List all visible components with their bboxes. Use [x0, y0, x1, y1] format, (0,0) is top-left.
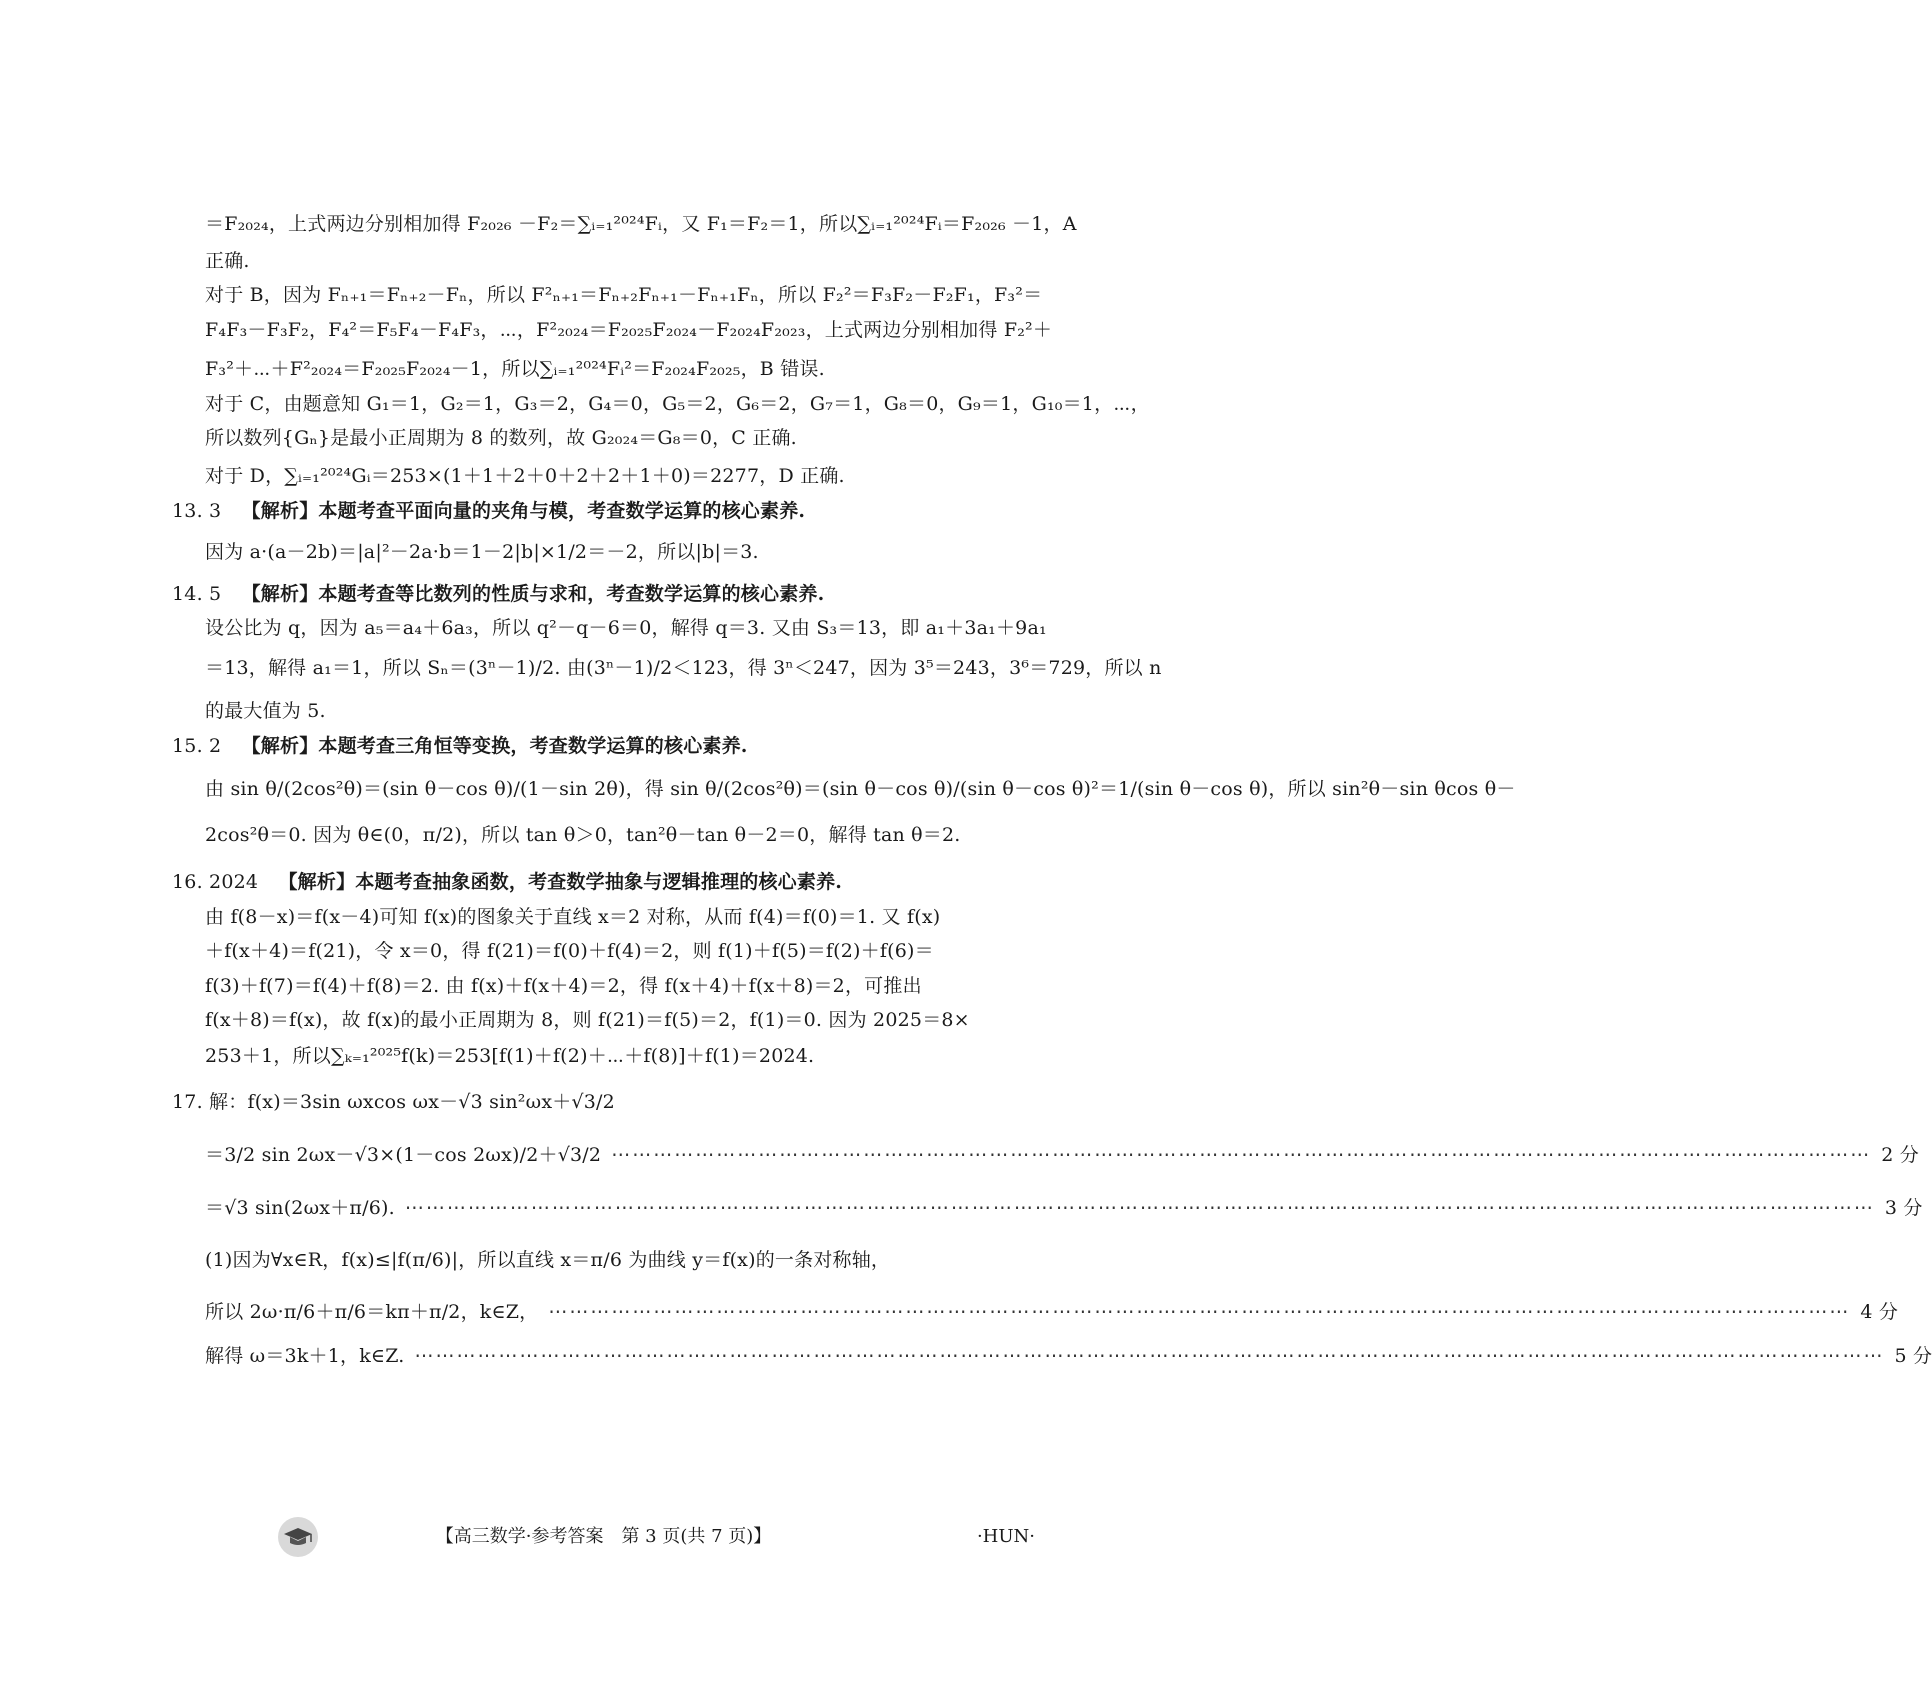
score-points: 2 分	[1881, 1144, 1919, 1166]
step-formula: 解得 ω＝3k＋1，k∈Z.	[205, 1345, 405, 1367]
page-footer	[172, 1517, 1035, 1557]
text-line: 设公比为 q，因为 a₅＝a₄＋6a₃，所以 q²－q－6＝0，解得 q＝3. 又由 S₃＝13，即 a₁＋3a₁＋9a₁	[205, 617, 1047, 639]
analysis-tag: 【解析】本题考查等比数列的性质与求和，考查数学运算的核心素养.	[241, 583, 825, 605]
score-points: 5 分	[1894, 1345, 1932, 1367]
leader-dots: ⋯⋯⋯⋯⋯⋯⋯⋯⋯⋯⋯⋯⋯⋯⋯⋯⋯⋯⋯⋯⋯⋯⋯⋯⋯⋯⋯⋯⋯⋯⋯⋯⋯⋯⋯⋯⋯⋯⋯⋯⋯⋯⋯⋯⋯⋯⋯⋯⋯⋯⋯⋯⋯⋯⋯⋯⋯⋯⋯⋯⋯⋯⋯⋯⋯⋯⋯⋯⋯⋯	[414, 1345, 1885, 1367]
score-step	[205, 1298, 1899, 1326]
score-step	[205, 1141, 1919, 1169]
question-14-header	[172, 580, 1002, 608]
analysis-tag: 【解析】本题考查抽象函数，考查数学抽象与逻辑推理的核心素养.	[278, 871, 843, 893]
question-17-header: 17. 解：f(x)＝3sin ωxcos ωx－√3 sin²ωx＋√3/2	[172, 1091, 615, 1113]
text-line: 由 f(8－x)＝f(x－4)可知 f(x)的图象关于直线 x＝2 对称，从而 f(4)＝f(0)＝1. 又 f(x)	[205, 906, 941, 928]
analysis-tag: 【解析】本题考查平面向量的夹角与模，考查数学运算的核心素养.	[241, 500, 806, 522]
text-line: ＝13，解得 a₁＝1，所以 Sₙ＝(3ⁿ－1)/2. 由(3ⁿ－1)/2＜123，得 3ⁿ＜247，因为 3⁵＝243，3⁶＝729，所以 n	[205, 657, 1162, 679]
question-number: 16. 2024	[172, 871, 259, 893]
text-line: 2cos²θ＝0. 因为 θ∈(0，π/2)，所以 tan θ＞0，tan²θ－tan θ－2＝0，解得 tan θ＝2.	[205, 824, 961, 846]
text-line: 所以数列{Gₙ}是最小正周期为 8 的数列，故 G₂₀₂₄＝G₈＝0，C 正确.	[205, 427, 797, 449]
footer-code: ·HUN·	[976, 1526, 1035, 1547]
text-line: f(3)＋f(7)＝f(4)＋f(8)＝2. 由 f(x)＋f(x＋4)＝2，得 f(x＋4)＋f(x＋8)＝2，可推出	[205, 975, 922, 997]
analysis-tag: 【解析】本题考查三角恒等变换，考查数学运算的核心素养.	[241, 735, 748, 757]
question-number: 15. 2	[172, 735, 222, 757]
text-line: 对于 B，因为 Fₙ₊₁＝Fₙ₊₂－Fₙ，所以 F²ₙ₊₁＝Fₙ₊₂Fₙ₊₁－Fₙ₊₁Fₙ，所以 F₂²＝F₃F₂－F₂F₁，F₃²＝	[205, 284, 1043, 306]
text-line: F₄F₃－F₃F₂，F₄²＝F₅F₄－F₄F₃，⋯，F²₂₀₂₄＝F₂₀₂₅F₂₀₂₄－F₂₀₂₄F₂₀₂₃，上式两边分别相加得 F₂²＋	[205, 319, 1053, 341]
text-line: f(x＋8)＝f(x)，故 f(x)的最小正周期为 8，则 f(21)＝f(5)＝2，f(1)＝0. 因为 2025＝8×	[205, 1009, 970, 1031]
score-points: 4 分	[1860, 1301, 1899, 1323]
question-13-header	[172, 497, 1002, 525]
text-line: 的最大值为 5.	[205, 700, 326, 722]
footer-title: 【高三数学·参考答案 第 3 页(共 7 页)】	[435, 1526, 772, 1547]
part-1-statement: (1)因为∀x∈R，f(x)≤|f(π/6)|，所以直线 x＝π/6 为曲线 y＝f(x)的一条对称轴，	[205, 1249, 891, 1271]
score-points: 3 分	[1884, 1197, 1923, 1219]
leader-dots: ⋯⋯⋯⋯⋯⋯⋯⋯⋯⋯⋯⋯⋯⋯⋯⋯⋯⋯⋯⋯⋯⋯⋯⋯⋯⋯⋯⋯⋯⋯⋯⋯⋯⋯⋯⋯⋯⋯⋯⋯⋯⋯⋯⋯⋯⋯⋯⋯⋯⋯⋯⋯⋯⋯⋯⋯⋯⋯⋯⋯⋯⋯⋯⋯⋯⋯⋯⋯⋯⋯	[404, 1197, 1875, 1219]
text-line: 对于 C，由题意知 G₁＝1，G₂＝1，G₃＝2，G₄＝0，G₅＝2，G₆＝2，G₇＝1，G₈＝0，G₉＝1，G₁₀＝1，⋯，	[205, 393, 1150, 415]
text-line: 对于 D，∑ᵢ₌₁²⁰²⁴Gᵢ＝253×(1＋1＋2＋0＋2＋2＋1＋0)＝2277，D 正确.	[205, 465, 845, 487]
score-step	[205, 1194, 1923, 1222]
question-number: 14. 5	[172, 583, 222, 605]
step-formula: ＝√3 sin(2ωx＋π/6).	[205, 1197, 395, 1219]
text-line: 正确.	[205, 250, 250, 272]
step-formula: ＝3/2 sin 2ωx－√3×(1－cos 2ωx)/2＋√3/2	[205, 1144, 602, 1166]
text-line: ＝F₂₀₂₄，上式两边分别相加得 F₂₀₂₆ －F₂＝∑ᵢ₌₁²⁰²⁴Fᵢ，又 F₁＝F₂＝1，所以∑ᵢ₌₁²⁰²⁴Fᵢ＝F₂₀₂₆ －1，A	[205, 213, 1077, 235]
question-number: 13. 3	[172, 500, 222, 522]
text-line: 253＋1，所以∑ₖ₌₁²⁰²⁵f(k)＝253[f(1)＋f(2)＋⋯＋f(8)]＋f(1)＝2024.	[205, 1045, 815, 1067]
text-line: 由 sin θ/(2cos²θ)＝(sin θ－cos θ)/(1－sin 2θ)，得 sin θ/(2cos²θ)＝(sin θ－cos θ)/(sin θ－cos θ)²＝1/(sin θ－cos θ)，所以 sin²θ－sin θcos θ－	[205, 778, 1516, 800]
leader-dots: ⋯⋯⋯⋯⋯⋯⋯⋯⋯⋯⋯⋯⋯⋯⋯⋯⋯⋯⋯⋯⋯⋯⋯⋯⋯⋯⋯⋯⋯⋯⋯⋯⋯⋯⋯⋯⋯⋯⋯⋯⋯⋯⋯⋯⋯⋯⋯⋯⋯⋯⋯⋯⋯⋯⋯⋯⋯⋯⋯⋯	[611, 1144, 1872, 1166]
text-line: F₃²＋⋯＋F²₂₀₂₄＝F₂₀₂₅F₂₀₂₄－1，所以∑ᵢ₌₁²⁰²⁴Fᵢ²＝F₂₀₂₄F₂₀₂₅，B 错误.	[205, 358, 825, 380]
step-formula: 所以 2ω·π/6＋π/6＝kπ＋π/2，k∈Z，	[205, 1301, 539, 1323]
question-16-header	[172, 868, 1002, 896]
question-13-body: 因为 a·(a－2b)＝|a|²－2a·b＝1－2|b|×1/2＝－2，所以|b|＝3.	[205, 541, 759, 563]
text-line: ＋f(x＋4)＝f(21)，令 x＝0，得 f(21)＝f(0)＋f(4)＝2，则 f(1)＋f(5)＝f(2)＋f(6)＝	[205, 940, 934, 962]
score-step	[205, 1342, 1932, 1370]
question-15-header	[172, 732, 1002, 760]
leader-dots: ⋯⋯⋯⋯⋯⋯⋯⋯⋯⋯⋯⋯⋯⋯⋯⋯⋯⋯⋯⋯⋯⋯⋯⋯⋯⋯⋯⋯⋯⋯⋯⋯⋯⋯⋯⋯⋯⋯⋯⋯⋯⋯⋯⋯⋯⋯⋯⋯⋯⋯⋯⋯⋯⋯⋯⋯⋯⋯⋯⋯⋯⋯	[548, 1301, 1851, 1323]
